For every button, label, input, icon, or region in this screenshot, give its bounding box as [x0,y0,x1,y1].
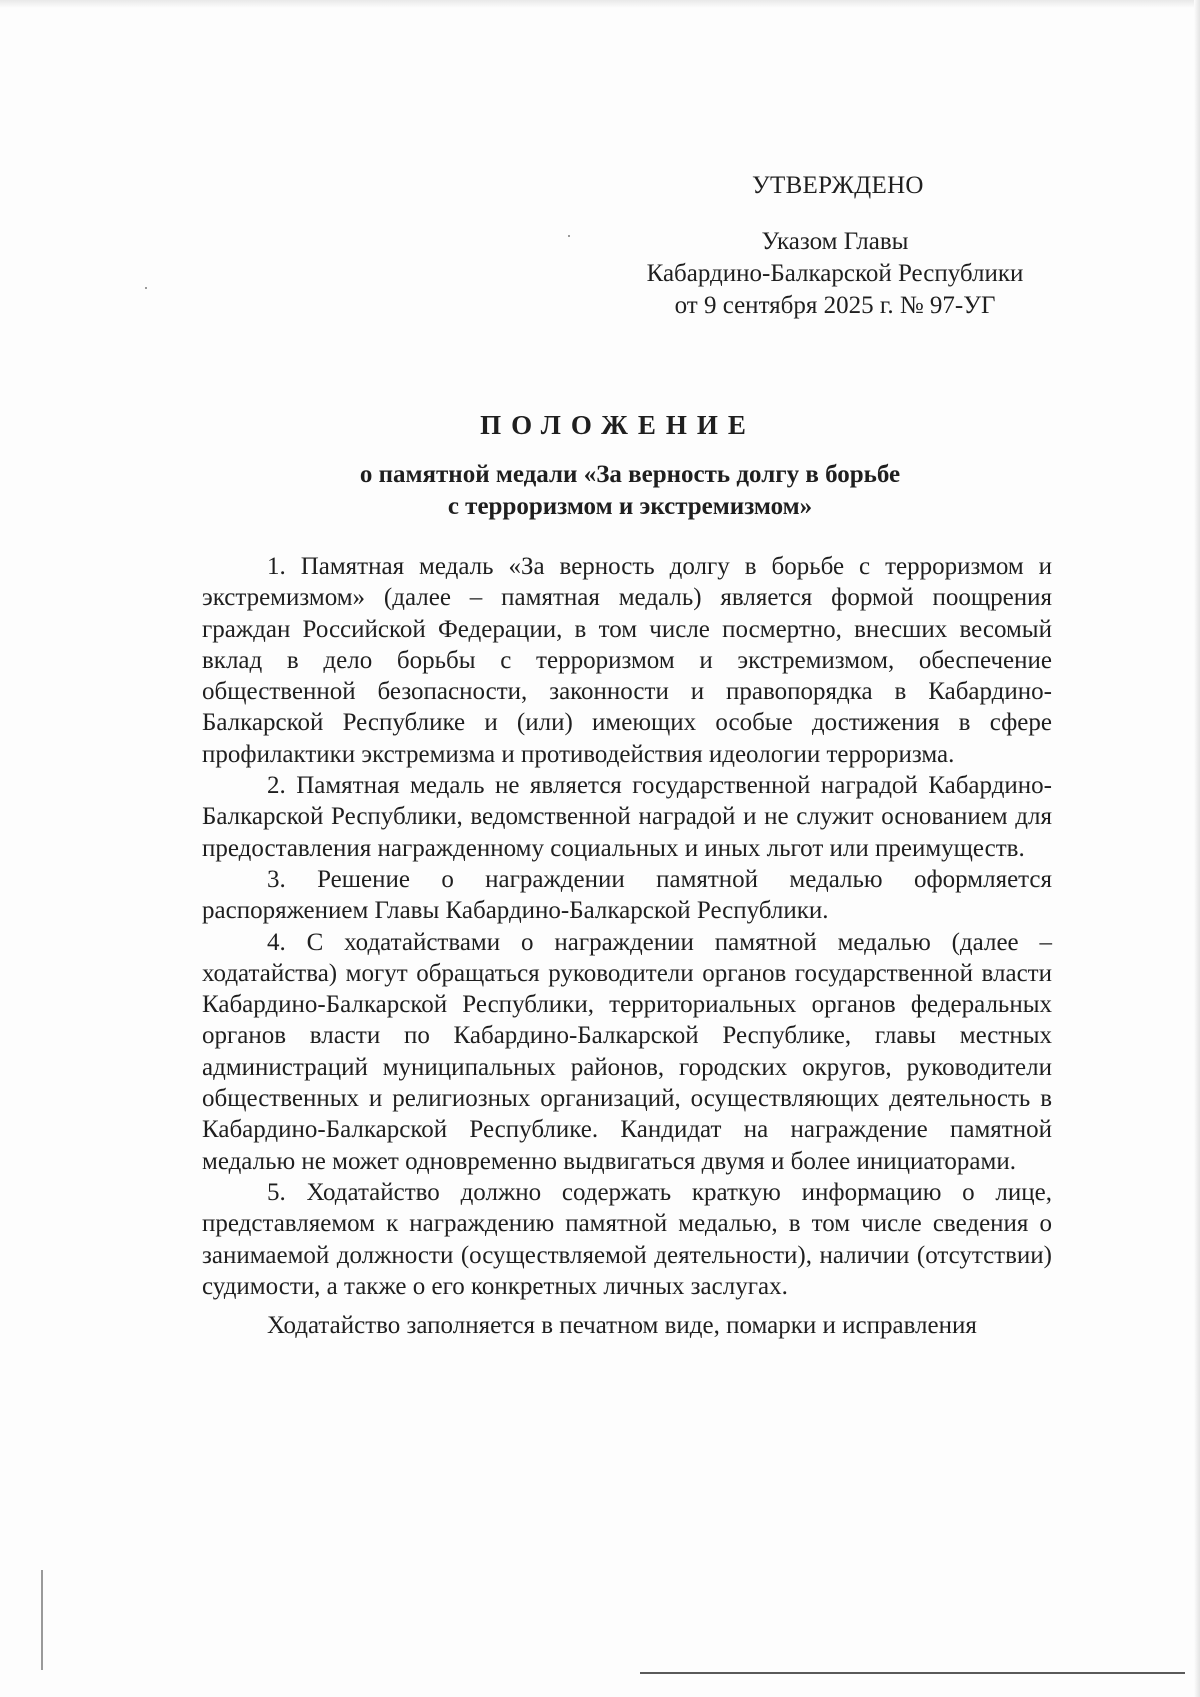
document-subtitle-line-2: с терроризмом и экстремизмом» [447,493,813,520]
scan-speck [568,235,570,237]
scan-edge-line-left [41,1570,43,1670]
approval-date-number: от 9 сентября 2025 г. № 97-УГ [674,292,996,319]
scan-shadow-right [1194,0,1200,1697]
paragraph-5: 5. Ходатайство должно содержать краткую информацию о лице, представляемом к награждению памятной медалью, в том числе сведения о занимаемой должности (осуществляемой деятельности), наличии (отсутствии) судимости, а также о его конкретных личных заслугах. [202,1178,1052,1300]
paragraph-6: Ходатайство заполняется в печатном виде, помарки и исправления [267,1312,977,1340]
document-title: ПОЛОЖЕНИЕ [480,410,756,440]
document-body [202,551,1052,1341]
scan-edge-line-bottom [640,1672,1185,1674]
scan-shadow-top [0,0,1200,8]
approval-issuer: Указом Главы [761,228,909,255]
paragraph-1: 1. Памятная медаль «За верность долгу в борьбе с терроризмом и экстремизмом» (далее – памятная медаль) является формой поощрения граждан Российской Федерации, в том числе посмертно, внесших весомый вклад в дело борьбы с терроризмом и экстремизмом, обеспечение общественной безопасности, законности и правопорядка в Кабардино-Балкарской Республике и (или) имеющих особые достижения в сфере профилактики экстремизма и противодействия идеологии терроризма. [202,553,1052,768]
document-subtitle-line-1: о памятной медали «За верность долгу в борьбе [359,461,901,488]
approval-region: Кабардино-Балкарской Республики [646,260,1024,287]
paragraph-4: 4. С ходатайствами о награждении памятной медалью (далее – ходатайства) могут обращаться руководители органов государственной власти Кабардино-Балкарской Республики, территориальных органов федеральных органов власти по Кабардино-Балкарской Республике, главы местных администраций муниципальных районов, городских округов, руководители общественных и религиозных организаций, осуществляющих деятельность в Кабардино-Балкарской Республике. Кандидат на награждение памятной медалью не может одновременно выдвигаться двумя и более инициаторами. [202,928,1052,1175]
scan-speck [145,287,147,289]
approved-stamp-text: УТВЕРЖДЕНО [752,172,924,199]
paragraph-2: 2. Памятная медаль не является государственной наградой Кабардино-Балкарской Республики, ведомственной наградой и не служит основанием для предоставления награжденному социальных и иных льгот или преимуществ. [202,772,1052,862]
paragraph-3: 3. Решение о награждении памятной медалью оформляется распоряжением Главы Кабардино-Балкарской Республики. [202,865,1052,925]
